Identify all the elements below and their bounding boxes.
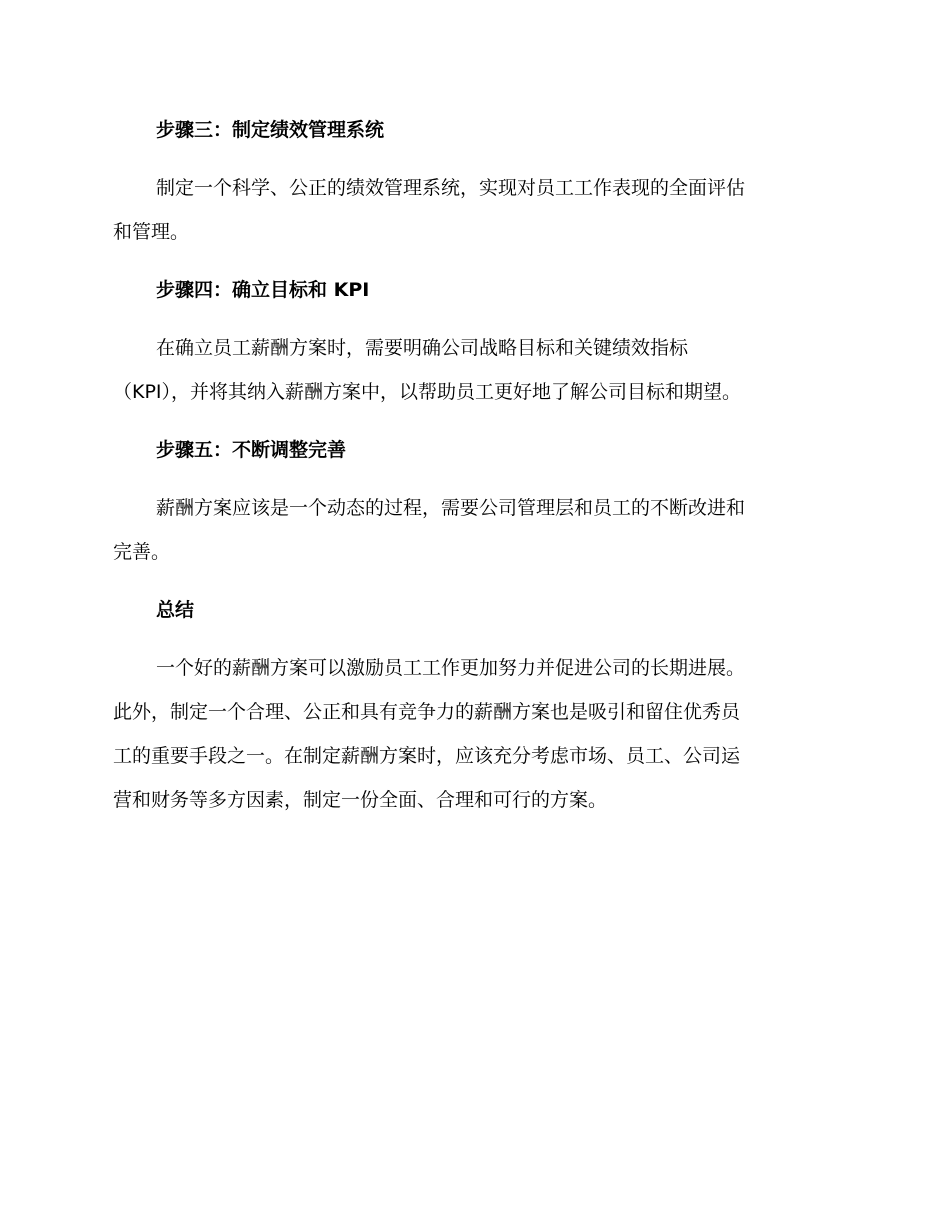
section-paragraph-step-5 <box>113 486 835 574</box>
section-paragraph-step-4 <box>113 326 835 414</box>
paragraph-line: 完善。 <box>113 541 171 563</box>
paragraph-line: 工的重要手段之一。在制定薪酬方案时，应该充分考虑市场、员工、公司运 <box>113 745 741 767</box>
section-heading-step-3: 步骤三：制定绩效管理系统 <box>156 119 385 141</box>
paragraph-line: 制定一个科学、公正的绩效管理系统，实现对员工工作表现的全面评估 <box>156 177 746 199</box>
section-heading-step-4: 步骤四：确立目标和 KPI <box>156 279 370 301</box>
paragraph-line: （KPI），并将其纳入薪酬方案中，以帮助员工更好地了解公司目标和期望。 <box>113 381 742 403</box>
paragraph-line: 此外，制定一个合理、公正和具有竞争力的薪酬方案也是吸引和留住优秀员 <box>113 701 741 723</box>
paragraph-line: 和管理。 <box>113 221 190 243</box>
section-heading-summary: 总结 <box>156 599 195 621</box>
section-paragraph-summary <box>113 646 835 822</box>
paragraph-line: 在确立员工薪酬方案时，需要明确公司战略目标和关键绩效指标 <box>156 337 689 359</box>
section-paragraph-step-3 <box>113 166 835 254</box>
paragraph-line: 薪酬方案应该是一个动态的过程，需要公司管理层和员工的不断改进和 <box>156 497 746 519</box>
paragraph-line: 营和财务等多方因素，制定一份全面、合理和可行的方案。 <box>113 789 608 811</box>
paragraph-line: 一个好的薪酬方案可以激励员工工作更加努力并促进公司的长期进展。 <box>156 657 746 679</box>
section-heading-step-5: 步骤五：不断调整完善 <box>156 439 347 461</box>
document-body <box>113 108 835 822</box>
